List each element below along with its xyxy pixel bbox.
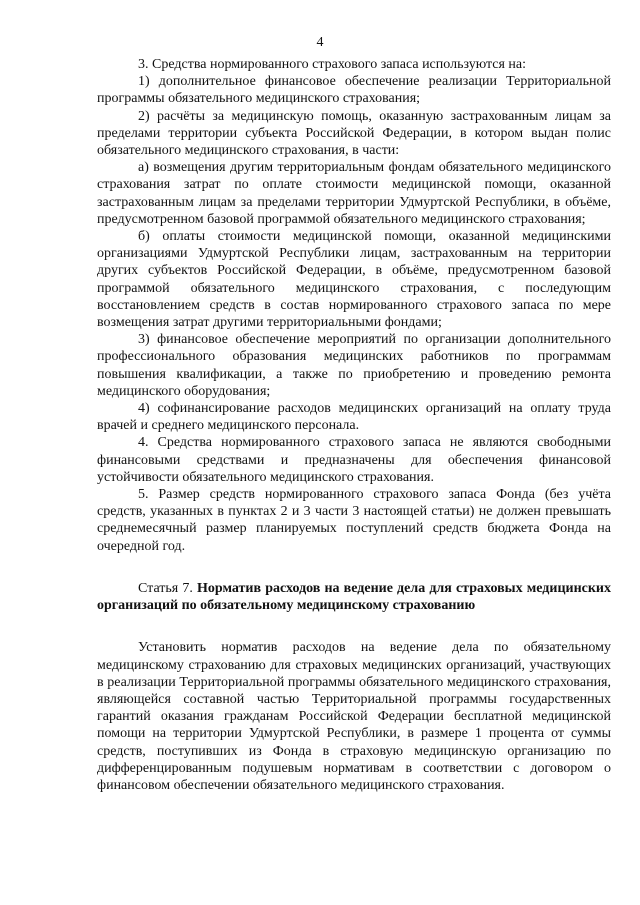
paragraph: Установить норматив расходов на ведение дела по обязательному медицинскому страхованию для страховых медицинских организаций, участвующих в реализации Территориальной программы обязательного медицинского страхования, являющейся составной частью Территориальной программы государственных гарантий оказания гражданам Российской Федерации бесплатной медицинской помощи на территории Удмуртской Республики, в размере 1 процента от суммы средств, поступивших из Фонда в страховую медицинскую организацию по дифференцированным подушевым нормативам в соответствии с договором о финансовом обеспечении обязательного медицинского страхования. xyxy=(97,640,611,793)
paragraph: 4. Средства нормированного страхового запаса не являются свободными финансовыми средствами и предназначены для обеспечения финансовой устойчивости обязательного медицинского страхования. xyxy=(97,435,611,485)
paragraph: 2) расчёты за медицинскую помощь, оказанную застрахованным лицам за пределами территории субъекта Российской Федерации, в котором выдан полис обязательного медицинского страхования, в части: xyxy=(97,108,611,159)
section-after xyxy=(97,639,611,794)
paragraph: 4) софинансирование расходов медицинских организаций на оплату труда врачей и среднего медицинского персонала. xyxy=(97,401,611,434)
section-before xyxy=(97,56,611,555)
document-body xyxy=(97,56,611,794)
article-label: Статья 7. xyxy=(138,580,193,596)
paragraph: 5. Размер средств нормированного страхового запаса Фонда (без учёта средств, указанных в пунктах 2 и 3 части 3 настоящей статьи) не должен превышать среднемесячный размер планируемых поступлений средств бюджета Фонда на очередной год. xyxy=(97,487,611,554)
paragraph: 3) финансовое обеспечение мероприятий по организации дополнительного профессионального образования медицинских работников по программам повышения квалификации, а также по приобретению и проведению ремонта медицинского оборудования; xyxy=(97,332,611,399)
paragraph: б) оплаты стоимости медицинской помощи, оказанной медицинскими организациями Удмуртской Республики лицам, застрахованным на территории других субъектов Российской Федерации, в объёме, предусмотренном базовой программой обязательного медицинского страхования, с последующим восстановлением средств в состав нормированного страхового запаса по мере возмещения затрат другими территориальными фондами; xyxy=(97,229,611,331)
page-number: 4 xyxy=(316,35,324,50)
paragraph: а) возмещения другим территориальным фондам обязательного медицинского страхования затрат по оплате стоимости медицинской помощи, оказанной застрахованным лицам за пределами территории Удмуртской Республики, в объёме, предусмотренном базовой программой обязательного медицинского страхования; xyxy=(97,160,611,227)
article-heading xyxy=(97,580,611,614)
article-heading-text xyxy=(97,580,611,614)
paragraph: 3. Средства нормированного страхового запаса используются на: xyxy=(138,57,527,72)
paragraph: 1) дополнительное финансовое обеспечение реализации Территориальной программы обязательного медицинского страхования; xyxy=(97,74,611,107)
article-title: Норматив расходов на ведение дела для страховых медицинских организаций по обязательному медицинскому страхованию xyxy=(97,580,611,614)
